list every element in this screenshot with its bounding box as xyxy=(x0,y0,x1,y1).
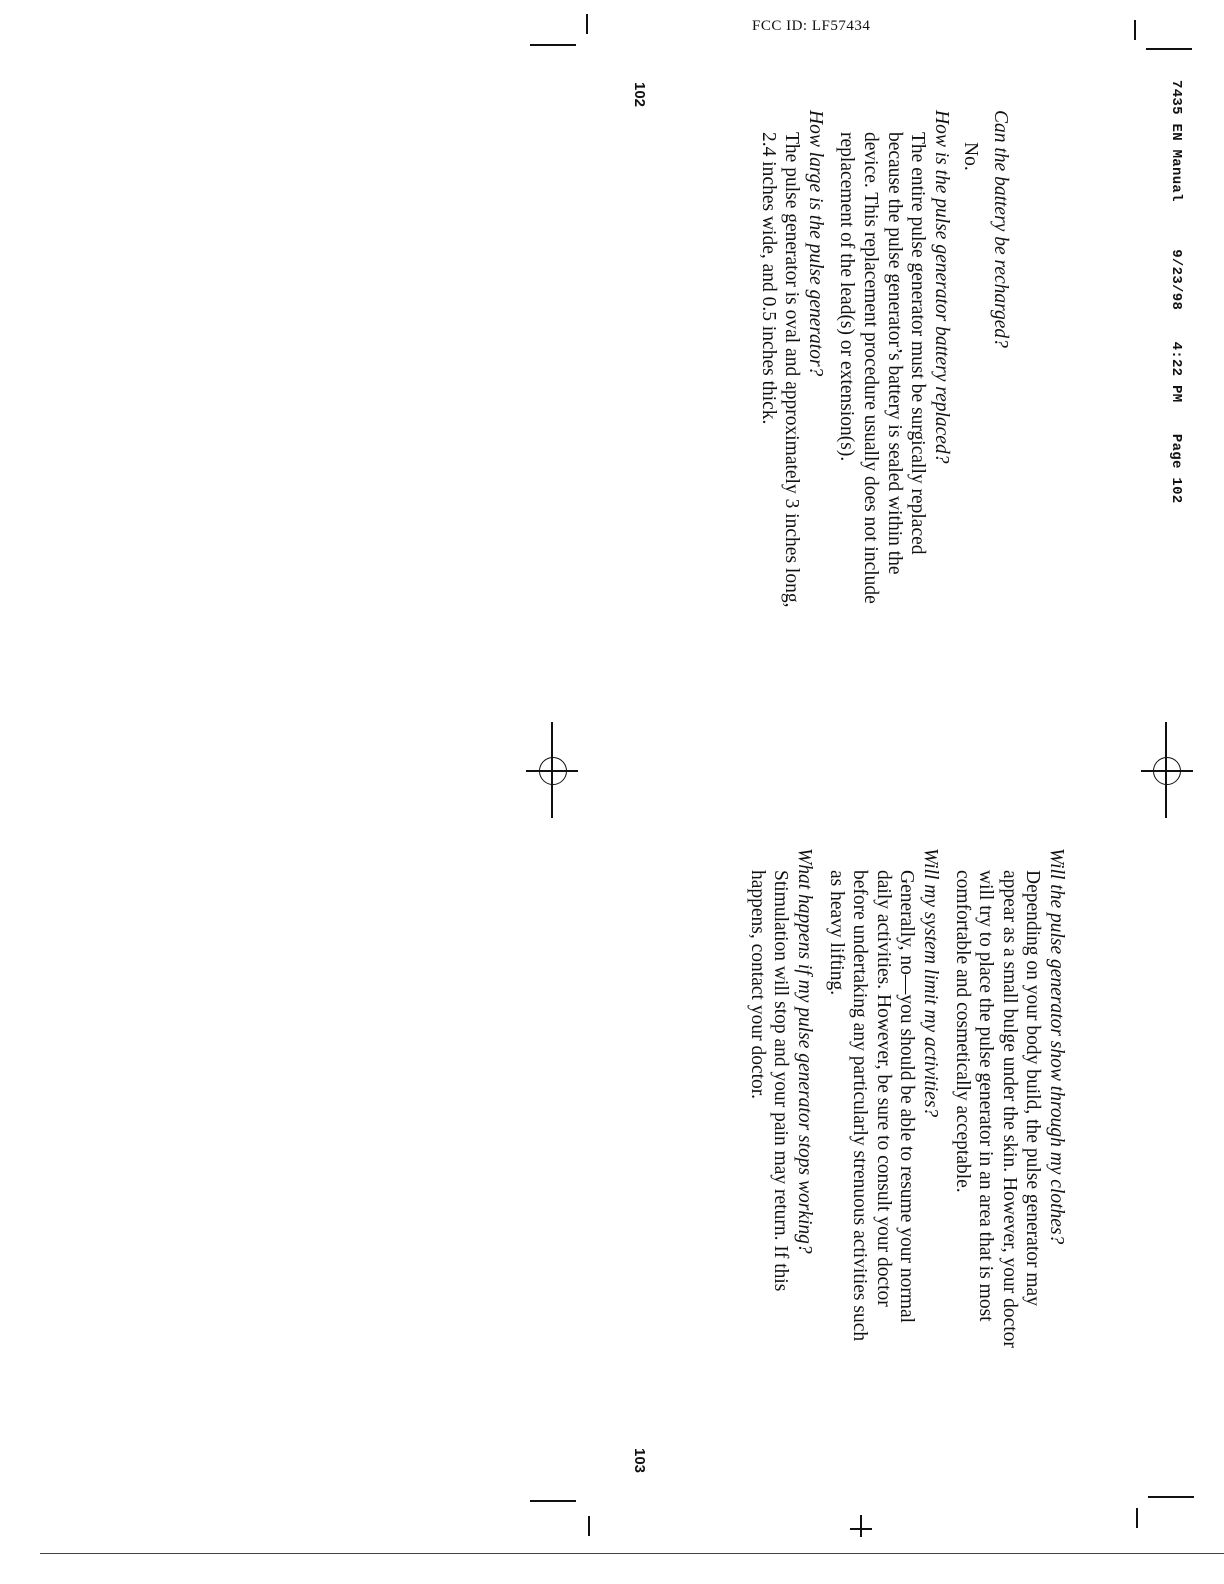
answer-line: The pulse generator is oval and approximately 3 inches long, xyxy=(781,132,803,608)
fcc-id-header: FCC ID: LF57434 xyxy=(752,18,871,34)
crop-mark-top-left-h xyxy=(530,44,576,46)
answer-text: No. xyxy=(960,142,982,171)
left-page-content xyxy=(756,110,1012,870)
question-heading: Can the battery be recharged? xyxy=(990,110,1011,348)
crop-mark-top-right-v xyxy=(1134,20,1136,40)
slug-time: 4:22 PM xyxy=(1168,341,1184,403)
question-heading: Will the pulse generator show through my clothes? xyxy=(1046,848,1067,1245)
printer-slug xyxy=(1168,80,1184,504)
answer-line: before undertaking any particularly strenuous activities such xyxy=(849,870,871,1342)
slug-page: Page 102 xyxy=(1168,433,1184,504)
question-heading: What happens if my pulse generator stops working? xyxy=(794,848,816,1254)
answer-line: comfortable and cosmetically acceptable. xyxy=(951,870,973,1193)
answer-line: will try to place the pulse generator in an area that is most xyxy=(975,870,997,1322)
answer-line: Stimulation will stop and your pain may return. If this xyxy=(770,870,792,1292)
answer-line: replacement of the lead(s) or extension(s). xyxy=(836,132,858,462)
slug-doc: 7435 EN Manual xyxy=(1168,80,1184,202)
answer-line: Generally, no—you should be able to resume your normal xyxy=(896,870,918,1324)
page-number-left: 102 xyxy=(631,82,648,108)
answer-line: because the pulse generator’s battery is sealed within the xyxy=(883,132,905,575)
crop-mark-bottom-right-v xyxy=(1136,1508,1138,1528)
answer-line: happens, contact your doctor. xyxy=(746,870,768,1100)
answer-line: as heavy lifting. xyxy=(825,870,847,996)
question-heading: How large is the pulse generator? xyxy=(804,110,826,377)
answer-line: daily activities. However, be sure to consult your doctor xyxy=(872,870,894,1307)
question-heading: Will my system limit my activities? xyxy=(920,848,942,1118)
question-heading: How is the pulse generator battery replaced? xyxy=(930,110,952,464)
answer-line: 2.4 inches wide, and 0.5 inches thick. xyxy=(757,132,779,425)
answer-line: device. This replacement procedure usually does not include xyxy=(860,132,882,604)
bottom-edge-line xyxy=(40,1553,1224,1554)
crop-mark-top-left-v xyxy=(586,14,588,34)
crop-mark-bottom-left-v xyxy=(588,1516,590,1536)
slug-date: 9/23/98 xyxy=(1168,249,1184,311)
crop-mark-bottom-left-h xyxy=(530,1500,576,1502)
answer-line: The entire pulse generator must be surgically replaced xyxy=(907,132,929,555)
right-page-content xyxy=(745,848,1068,1508)
answer-line: Depending on your body build, the pulse generator may xyxy=(1022,870,1044,1306)
crop-mark-bottom-right-h xyxy=(1148,1496,1194,1498)
page-number-right: 103 xyxy=(631,1448,648,1474)
crop-mark-top-right-h xyxy=(1146,48,1192,50)
answer-line: appear as a small bulge under the skin. However, your doctor xyxy=(998,870,1020,1348)
